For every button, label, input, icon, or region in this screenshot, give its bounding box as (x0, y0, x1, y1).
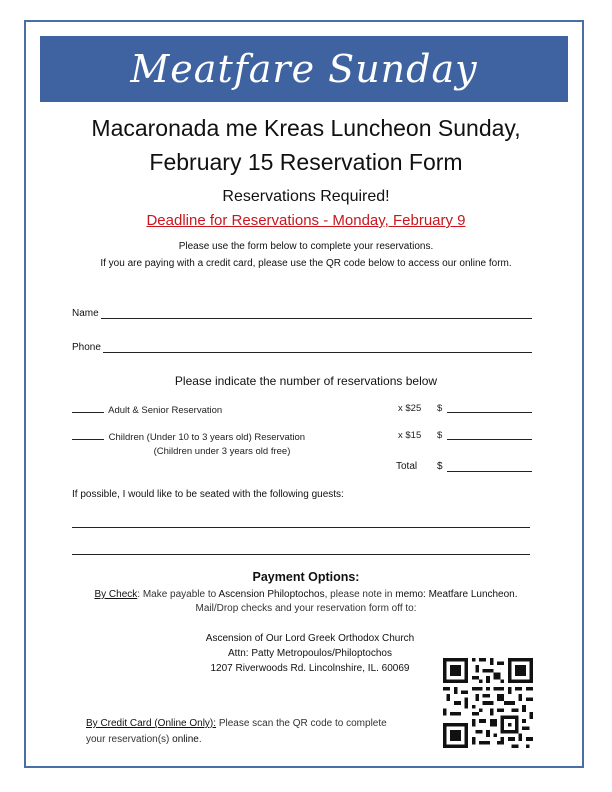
adult-reservation-row (72, 403, 532, 419)
deadline-notice: Deadline for Reservations - Monday, February 9 (146, 212, 466, 229)
payment-options-header: Payment Options: (252, 570, 360, 584)
event-title-line2: February 15 Reservation Form (149, 149, 463, 175)
phone-label: Phone (72, 342, 101, 353)
credit-online: online (172, 734, 199, 745)
phone-input-line[interactable] (103, 342, 532, 353)
adult-count-input[interactable] (72, 403, 104, 413)
guests-input-line-2[interactable] (72, 554, 530, 555)
total-label: Total (396, 461, 418, 472)
credit-end: . (198, 734, 202, 745)
instructions-line2: If you are paying with a credit card, please use the QR code below to access our online form. (100, 258, 512, 269)
adult-amount-input[interactable] (447, 412, 532, 413)
name-input-line[interactable] (101, 308, 532, 319)
check-text-3: Mail/Drop checks and your reservation form off to: (195, 603, 417, 614)
instructions-line1: Please use the form below to complete your reservations. (178, 241, 434, 252)
guests-label: If possible, I would like to be seated with the following guests: (72, 489, 344, 500)
child-count-input[interactable] (72, 430, 104, 440)
address-line3: 1207 Riverwoods Rd. Lincolnshire, IL. 60069 (210, 663, 410, 674)
adult-currency: $ (437, 403, 443, 414)
adult-label: Adult & Senior Reservation (108, 405, 223, 416)
child-reservation-row (72, 430, 532, 446)
check-text-2: , please note in (324, 589, 396, 600)
total-currency: $ (437, 461, 443, 472)
credit-card-label: By Credit Card (Online Only): (86, 718, 217, 729)
name-label: Name (72, 308, 99, 319)
address-line2: Attn: Patty Metropoulos/Philoptochos (228, 648, 392, 659)
adult-price: x $25 (398, 403, 422, 414)
phone-field[interactable] (72, 342, 532, 353)
qr-code-icon[interactable] (443, 657, 533, 749)
guests-input-line-1[interactable] (72, 527, 530, 528)
check-text-1: : Make payable to (137, 589, 219, 600)
address-line1: Ascension of Our Lord Greek Orthodox Church (205, 633, 415, 644)
child-amount-input[interactable] (447, 439, 532, 440)
memo-text: memo: Meatfare Luncheon. (395, 589, 518, 600)
event-title-line1: Macaronada me Kreas Luncheon Sunday, (91, 115, 521, 141)
title-banner (40, 36, 568, 102)
child-price: x $15 (398, 430, 422, 441)
check-payment-text (86, 588, 526, 616)
credit-card-text (86, 716, 406, 748)
child-label: Children (Under 10 to 3 years old) Reservation (108, 432, 306, 443)
child-currency: $ (437, 430, 443, 441)
reservations-header: Please indicate the number of reservations below (174, 374, 438, 388)
credit-text: Please scan the QR code to complete your reservation(s) (86, 718, 387, 745)
check-label: By Check (94, 589, 138, 600)
reservations-required: Reservations Required! (222, 188, 390, 205)
banner-title: Meatfare Sunday (130, 47, 478, 91)
payee-name: Ascension Philoptochos (218, 589, 325, 600)
name-field[interactable] (72, 308, 532, 319)
child-note: (Children under 3 years old free) (153, 446, 291, 457)
total-amount-input[interactable] (447, 471, 532, 472)
